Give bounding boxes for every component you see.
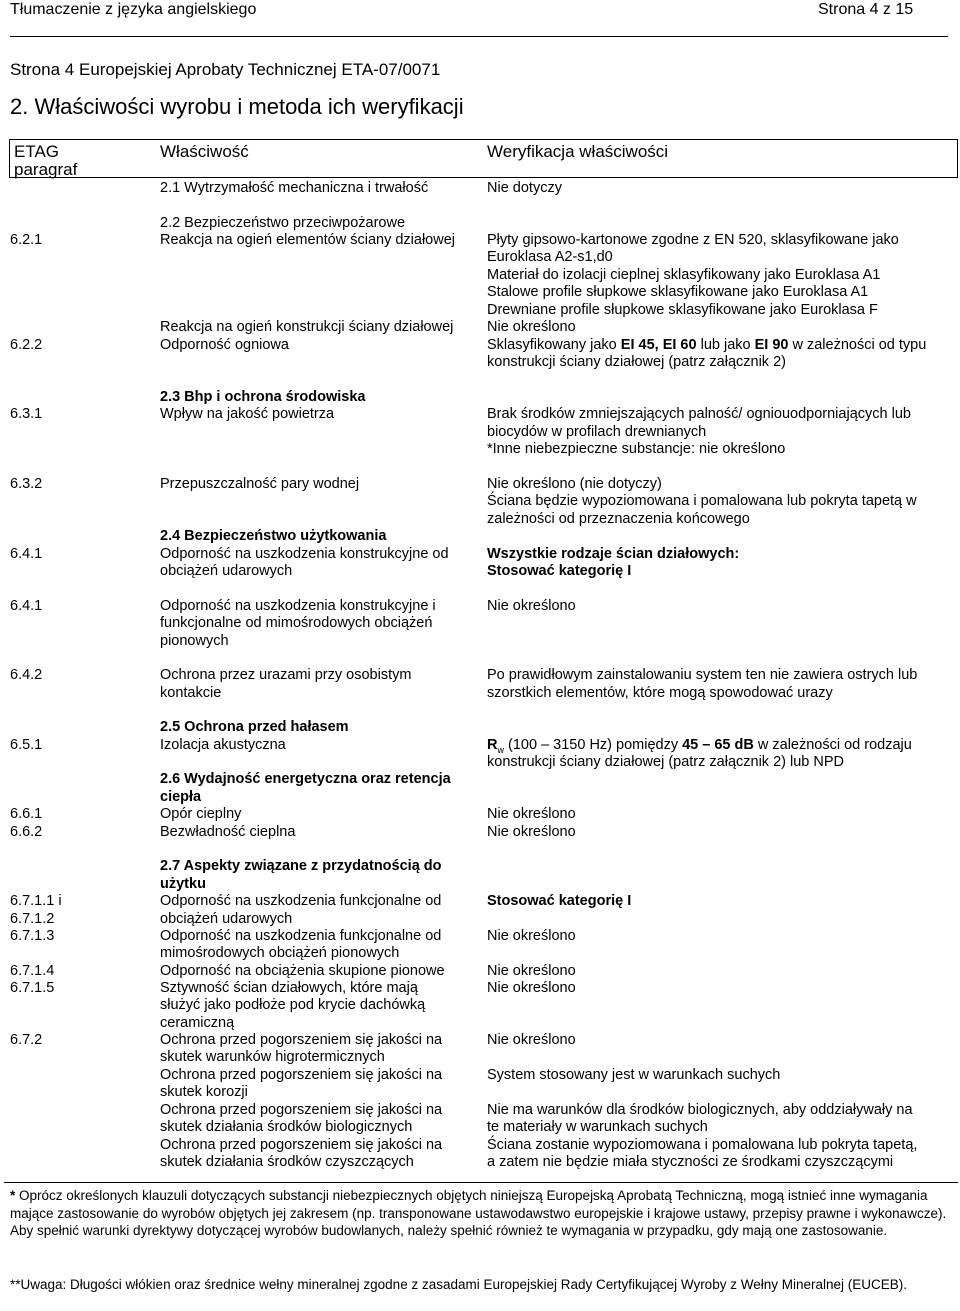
footnote-mineral-wool: **Uwaga: Długości włókien oraz średnice wełny mineralnej zgodne z zasadami Europejskiej Rady Certyfikującej Wyroby z Wełny Mineralnej (EUCEB). bbox=[10, 1277, 907, 1292]
row-property: Izolacja akustyczna bbox=[160, 737, 286, 753]
row-verification: *Inne niebezpieczne substancje: nie określono bbox=[487, 441, 786, 457]
paragraph-number: 6.5.1 bbox=[10, 737, 43, 753]
row-verification: Stosować kategorię I bbox=[487, 563, 632, 579]
paragraph-number: 6.4.2 bbox=[10, 667, 43, 683]
section-heading: 2.3 Bhp i ochrona środowiska bbox=[160, 389, 366, 405]
row-verification: Nie określono bbox=[487, 1032, 576, 1048]
row-verification: Stalowe profile słupkowe sklasyfikowane jako Euroklasa A1 bbox=[487, 284, 869, 300]
row-property: Odporność na obciążenia skupione pionowe bbox=[160, 963, 445, 979]
section-title: 2. Właściwości wyrobu i metoda ich weryfikacji bbox=[10, 94, 464, 119]
row-verification: Euroklasa A2-s1,d0 bbox=[487, 249, 613, 265]
row-property: Odporność na uszkodzenia konstrukcyjne od bbox=[160, 546, 449, 562]
paragraph-number: 6.7.1.3 bbox=[10, 928, 55, 944]
row-property: Odporność na uszkodzenia konstrukcyjne i bbox=[160, 598, 436, 614]
row-verification: Nie określono bbox=[487, 319, 576, 335]
table-header-box bbox=[9, 139, 958, 178]
paragraph-number: 6.7.1.2 bbox=[10, 911, 55, 927]
paragraph-number: 6.4.1 bbox=[10, 598, 43, 614]
paragraph-number: 6.3.1 bbox=[10, 406, 43, 422]
row-verification: Nie określono bbox=[487, 824, 576, 840]
row-verification: $R_w$ (100 – 3150 Hz) pomiędzy 45 – 65 dB w zależności od rodzaju bbox=[487, 737, 912, 755]
paragraph-number: 6.7.2 bbox=[10, 1032, 43, 1048]
row-property: Sztywność ścian działowych, które mają bbox=[160, 980, 418, 996]
row-property: Ochrona przez urazami przy osobistym bbox=[160, 667, 412, 683]
paragraph-number: 6.7.1.4 bbox=[10, 963, 55, 979]
section-heading: użytku bbox=[160, 876, 206, 892]
paragraph-number: 6.7.1.1 i bbox=[10, 893, 62, 909]
row-property: Reakcja na ogień konstrukcji ściany działowej bbox=[160, 319, 454, 335]
row-property: Odporność na uszkodzenia funkcjonalne od bbox=[160, 893, 442, 909]
footnote-divider bbox=[4, 1182, 958, 1183]
row-verification: Nie określono bbox=[487, 598, 576, 614]
row-property: obciążeń udarowych bbox=[160, 563, 293, 579]
row-verification: Ściana będzie wypoziomowana i pomalowana lub pokryta tapetą w bbox=[487, 493, 917, 509]
row-verification: Nie określono bbox=[487, 928, 576, 944]
header-divider bbox=[10, 36, 948, 37]
paragraph-number: 6.2.2 bbox=[10, 337, 43, 353]
row-verification: Sklasyfikowany jako EI 45, EI 60 lub jako EI 90 w zależności od typu bbox=[487, 337, 927, 353]
row-property: skutek warunków higrotermicznych bbox=[160, 1049, 385, 1065]
row-verification: konstrukcji ściany działowej (patrz załącznik 2) lub NPD bbox=[487, 754, 844, 770]
row-property: Reakcja na ogień elementów ściany działowej bbox=[160, 232, 455, 248]
row-verification: System stosowany jest w warunkach suchych bbox=[487, 1067, 781, 1083]
row-property: 2.1 Wytrzymałość mechaniczna i trwałość bbox=[160, 180, 429, 196]
row-property: skutek działania środków czyszczących bbox=[160, 1154, 414, 1170]
section-heading: 2.7 Aspekty związane z przydatnością do bbox=[160, 858, 442, 874]
row-property: Odporność ogniowa bbox=[160, 337, 289, 353]
paragraph-number: 6.6.2 bbox=[10, 824, 43, 840]
paragraph-number: 6.6.1 bbox=[10, 806, 43, 822]
row-property: Odporność na uszkodzenia funkcjonalne od bbox=[160, 928, 442, 944]
page-subheading: Strona 4 Europejskiej Aprobaty Technicznej ETA-07/0071 bbox=[10, 60, 441, 79]
row-property: ceramiczną bbox=[160, 1015, 235, 1031]
row-verification: Nie określono bbox=[487, 963, 576, 979]
section-heading: 2.2 Bezpieczeństwo przeciwpożarowe bbox=[160, 215, 406, 231]
row-verification: Nie ma warunków dla środków biologicznych, aby oddziaływały na bbox=[487, 1102, 913, 1118]
header-page-number: Strona 4 z 15 bbox=[818, 1, 914, 18]
row-verification: Nie określono bbox=[487, 980, 576, 996]
section-heading: ciepła bbox=[160, 789, 202, 805]
row-verification: Materiał do izolacji cieplnej sklasyfikowany jako Euroklasa A1 bbox=[487, 267, 881, 283]
section-heading: 2.4 Bezpieczeństwo użytkowania bbox=[160, 528, 387, 544]
row-verification: biocydów w profilach drewnianych bbox=[487, 424, 707, 440]
paragraph-number: 6.4.1 bbox=[10, 546, 43, 562]
row-property: Ochrona przed pogorszeniem się jakości na bbox=[160, 1032, 443, 1048]
row-verification: Po prawidłowym zainstalowaniu system ten nie zawiera ostrych lub bbox=[487, 667, 918, 683]
row-property: Ochrona przed pogorszeniem się jakości na bbox=[160, 1067, 443, 1083]
row-verification: szorstkich elementów, które mogą spowodować urazy bbox=[487, 685, 833, 701]
row-property: Ochrona przed pogorszeniem się jakości na bbox=[160, 1102, 443, 1118]
row-property: skutek działania środków biologicznych bbox=[160, 1119, 413, 1135]
column-header-property: Właściwość bbox=[160, 142, 249, 161]
footnote-hazardous-substances: * Oprócz określonych klauzuli dotyczących substancji niebezpiecznych objętych niniejszą Europejską Aprobatą Techniczną, mogą istnieć inne wymagania mające zastosowanie do wyrobów objętych jej zakresem (np. transponowane ustawodawstwo europejskie i krajowe ustawy, przepisy prawne i wykonawcze). Aby spełnić warunki dyrektywy dotyczącej wyrobów budowlanych, należy spełnić również te wymagania w przypadku, gdy mają one zastosowanie. bbox=[10, 1188, 947, 1239]
row-verification: konstrukcji ściany działowej (patrz załącznik 2) bbox=[487, 354, 786, 370]
section-heading: 2.6 Wydajność energetyczna oraz retencja bbox=[160, 771, 451, 787]
row-property: funkcjonalne od mimośrodowych obciążeń bbox=[160, 615, 433, 631]
row-verification: Wszystkie rodzaje ścian działowych: bbox=[487, 546, 740, 562]
row-verification: Stosować kategorię I bbox=[487, 893, 632, 909]
paragraph-number: 6.7.1.5 bbox=[10, 980, 55, 996]
section-heading: 2.5 Ochrona przed hałasem bbox=[160, 719, 349, 735]
row-property: Ochrona przed pogorszeniem się jakości na bbox=[160, 1137, 443, 1153]
row-verification: zależności od przeznaczenia końcowego bbox=[487, 511, 750, 527]
row-verification: Płyty gipsowo-kartonowe zgodne z EN 520, sklasyfikowane jako bbox=[487, 232, 899, 248]
row-property: kontakcie bbox=[160, 685, 222, 701]
column-header-verification: Weryfikacja właściwości bbox=[487, 142, 669, 161]
row-verification: Nie określono (nie dotyczy) bbox=[487, 476, 662, 492]
row-property: służyć jako podłoże pod krycie dachówką bbox=[160, 997, 426, 1013]
row-property: skutek korozji bbox=[160, 1084, 248, 1100]
row-property: Wpływ na jakość powietrza bbox=[160, 406, 335, 422]
paragraph-number: 6.2.1 bbox=[10, 232, 43, 248]
row-verification: te materiały w warunkach suchych bbox=[487, 1119, 708, 1135]
row-verification: Nie określono bbox=[487, 806, 576, 822]
paragraph-number: 6.3.2 bbox=[10, 476, 43, 492]
row-verification: a zatem nie będzie miała styczności ze środkami czyszczącymi bbox=[487, 1154, 894, 1170]
row-property: pionowych bbox=[160, 633, 229, 649]
row-property: mimośrodowych obciążeń pionowych bbox=[160, 945, 400, 961]
row-verification: Drewniane profile słupkowe sklasyfikowane jako Euroklasa F bbox=[487, 302, 878, 318]
column-header-etag: ETAG bbox=[14, 142, 60, 161]
row-property: Przepuszczalność pary wodnej bbox=[160, 476, 360, 492]
row-property: Bezwładność cieplna bbox=[160, 824, 296, 840]
row-property: obciążeń udarowych bbox=[160, 911, 293, 927]
row-property: Opór cieplny bbox=[160, 806, 242, 822]
row-verification: Ściana zostanie wypoziomowana i pomalowana lub pokryta tapetą, bbox=[487, 1137, 918, 1153]
row-verification: Brak środków zmniejszających palność/ ogniouodporniających lub bbox=[487, 406, 911, 422]
column-header-paragraf: paragraf bbox=[14, 160, 78, 179]
row-verification: Nie dotyczy bbox=[487, 180, 562, 196]
header-title: Tłumaczenie z języka angielskiego bbox=[10, 1, 257, 18]
